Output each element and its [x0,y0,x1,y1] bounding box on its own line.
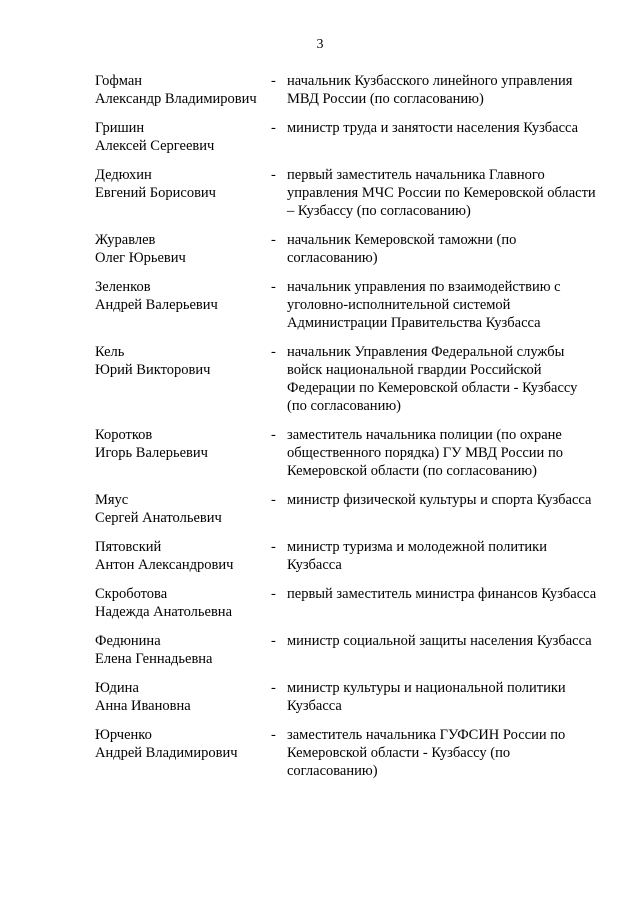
person-name [95,231,270,267]
list-item [0,278,640,332]
list-item [0,632,640,668]
list-item [0,491,640,527]
dash-separator: - [271,633,276,649]
position-description: первый заместитель министра финансов Кузбасса [287,586,597,602]
list-item [0,231,640,267]
list-item [0,538,640,574]
surname: Скроботова [95,586,168,602]
position-description: начальник Управления Федеральной службы войск национальной гвардии Российской Федерации по Кемеровской области - Кузбассу (по согласованию) [287,344,578,414]
person-name [95,119,270,155]
given-name: Юрий Викторович [95,362,211,378]
dash-separator: - [271,73,276,89]
surname: Гришин [95,120,145,136]
given-name: Игорь Валерьевич [95,445,208,461]
person-name [95,72,270,108]
given-name: Анна Ивановна [95,698,191,714]
dash-separator: - [271,120,276,136]
surname: Дедюхин [95,167,152,183]
given-name: Сергей Анатольевич [95,510,222,526]
dash-separator: - [271,167,276,183]
given-name: Антон Александрович [95,557,234,573]
dash-separator: - [271,492,276,508]
position-description: начальник Кемеровской таможни (по согласованию) [287,232,517,266]
position-description: начальник Кузбасского линейного управления МВД России (по согласованию) [287,73,573,107]
surname: Мяус [95,492,129,508]
person-name [95,538,270,574]
surname: Юдина [95,680,139,696]
given-name: Андрей Валерьевич [95,297,218,313]
given-name: Алексей Сергеевич [95,138,215,154]
person-name [95,585,270,621]
person-name [95,726,270,762]
list-item [0,72,640,108]
position-description: первый заместитель начальника Главного управления МЧС России по Кемеровской области – Кузбассу (по согласованию) [287,167,596,219]
dash-separator: - [271,232,276,248]
dash-separator: - [271,539,276,555]
given-name: Евгений Борисович [95,185,216,201]
dash-separator: - [271,344,276,360]
person-name [95,343,270,379]
dash-separator: - [271,586,276,602]
given-name: Андрей Владимирович [95,745,238,761]
given-name: Елена Геннадьевна [95,651,213,667]
dash-separator: - [271,427,276,443]
list-item [0,726,640,780]
list-item [0,679,640,715]
dash-separator: - [271,727,276,743]
person-name [95,426,270,462]
position-description: начальник управления по взаимодействию с уголовно-исполнительной системой Администрации Правительства Кузбасса [287,279,561,331]
dash-separator: - [271,680,276,696]
page-number: 3 [316,37,324,52]
surname: Коротков [95,427,153,443]
surname: Юрченко [95,727,152,743]
surname: Пятовский [95,539,162,555]
position-description: министр туризма и молодежной политики Кузбасса [287,539,547,573]
dash-separator: - [271,279,276,295]
list-item [0,166,640,220]
surname: Зеленков [95,279,151,295]
list-item [0,585,640,621]
position-description: министр физической культуры и спорта Кузбасса [287,492,592,508]
given-name: Надежда Анатольевна [95,604,232,620]
position-description: министр культуры и национальной политики Кузбасса [287,680,566,714]
surname: Гофман [95,73,143,89]
given-name: Олег Юрьевич [95,250,186,266]
person-name [95,491,270,527]
list-item [0,426,640,480]
surname: Журавлев [95,232,156,248]
position-description: заместитель начальника ГУФСИН России по Кемеровской области - Кузбассу (по согласованию) [287,727,566,779]
list-item [0,119,640,155]
list-item [0,343,640,415]
member-list [0,72,640,791]
given-name: Александр Владимирович [95,91,257,107]
person-name [95,679,270,715]
position-description: министр социальной защиты населения Кузбасса [287,633,592,649]
surname: Кель [95,344,125,360]
person-name [95,278,270,314]
position-description: министр труда и занятости населения Кузбасса [287,120,579,136]
person-name [95,166,270,202]
position-description: заместитель начальника полиции (по охране общественного порядка) ГУ МВД России по Кемеровской области (по согласованию) [287,427,563,479]
surname: Федюнина [95,633,161,649]
person-name [95,632,270,668]
